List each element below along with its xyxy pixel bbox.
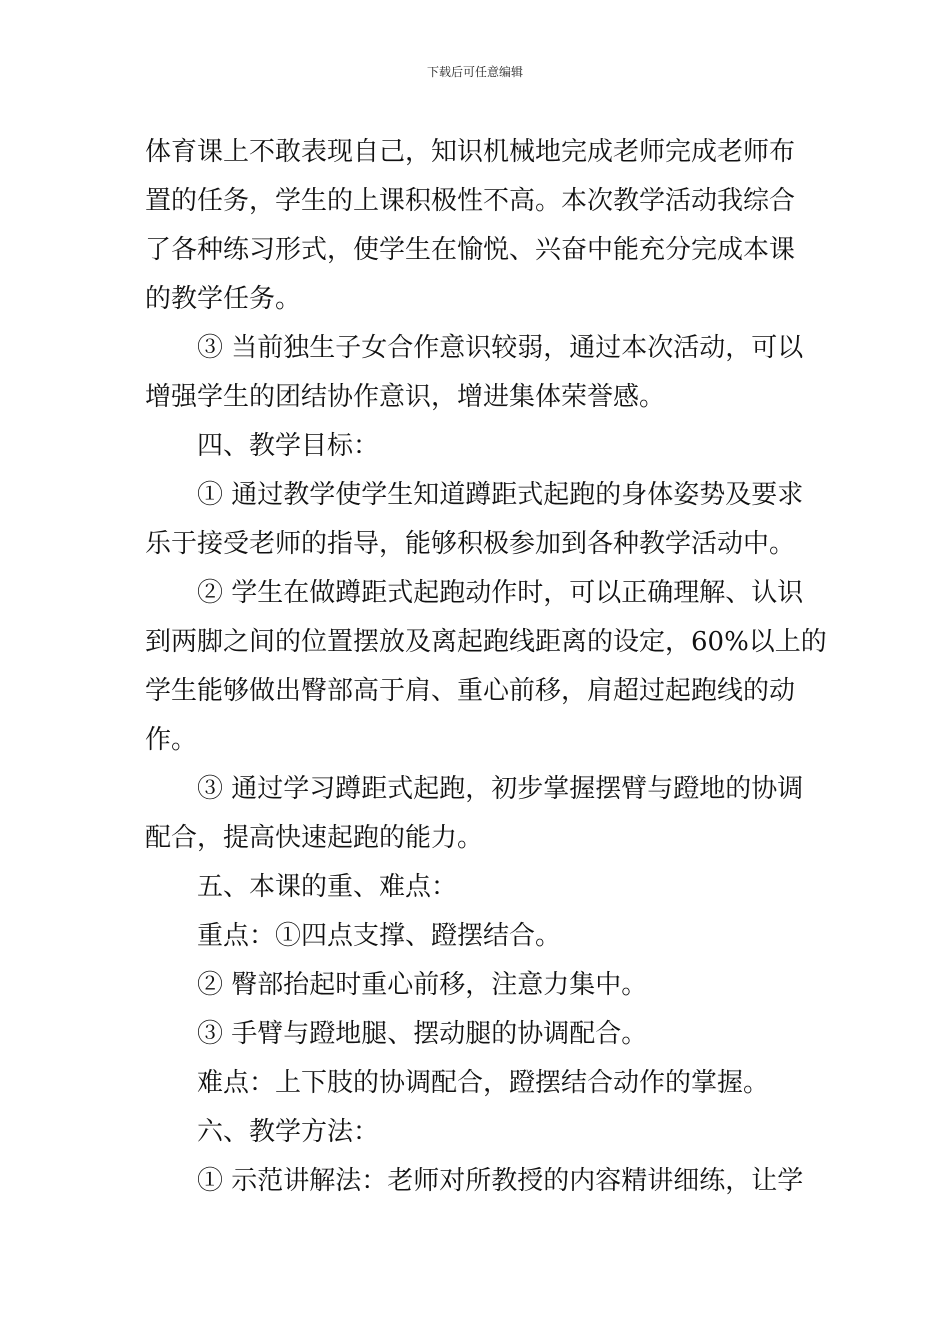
document-body <box>145 128 827 1206</box>
text-line-22: ① 示范讲解法：老师对所教授的内容精讲细练，让学 <box>197 1166 804 1196</box>
text-line-9: 乐于接受老师的指导，能够积极参加到各种教学活动中。 <box>145 529 796 559</box>
text-line-10: ② 学生在做蹲距式起跑动作时，可以正确理解、认识 <box>197 578 804 608</box>
text-line-19: ③ 手臂与蹬地腿、摆动腿的协调配合。 <box>197 1019 648 1049</box>
page-header: 下载后可任意编辑 <box>426 65 523 79</box>
section-heading-key-points: 五、本课的重、难点： <box>197 872 458 902</box>
text-line-1: 体育课上不敢表现自己，知识机械地完成老师完成老师布 <box>145 137 796 167</box>
text-line-11: 到两脚之间的位置摆放及离起跑线距离的设定，60%以上的 <box>145 627 827 657</box>
text-line-18: ② 臀部抬起时重心前移，注意力集中。 <box>197 970 648 1000</box>
text-line-5: ③ 当前独生子女合作意识较弱，通过本次活动，可以 <box>197 333 804 363</box>
text-line-4: 的教学任务。 <box>145 284 302 314</box>
text-line-17: 重点：①四点支撑、蹬摆结合。 <box>197 921 562 951</box>
section-heading-objectives: 四、教学目标： <box>197 431 380 461</box>
text-line-2: 置的任务，学生的上课积极性不高。本次教学活动我综合 <box>145 186 796 216</box>
text-line-12: 学生能够做出臀部高于肩、重心前移，肩超过起跑线的动 <box>145 676 796 706</box>
text-line-3: 了各种练习形式，使学生在愉悦、兴奋中能充分完成本课 <box>145 235 796 265</box>
section-heading-methods: 六、教学方法： <box>197 1117 380 1147</box>
text-line-13: 作。 <box>145 725 198 755</box>
text-line-15: 配合，提高快速起跑的能力。 <box>145 823 484 853</box>
text-line-6: 增强学生的团结协作意识，增进集体荣誉感。 <box>145 382 666 412</box>
text-line-8: ① 通过教学使学生知道蹲距式起跑的身体姿势及要求 <box>197 480 804 510</box>
text-line-20: 难点：上下肢的协调配合，蹬摆结合动作的掌握。 <box>197 1068 770 1098</box>
text-line-14: ③ 通过学习蹲距式起跑，初步掌握摆臂与蹬地的协调 <box>197 774 804 804</box>
